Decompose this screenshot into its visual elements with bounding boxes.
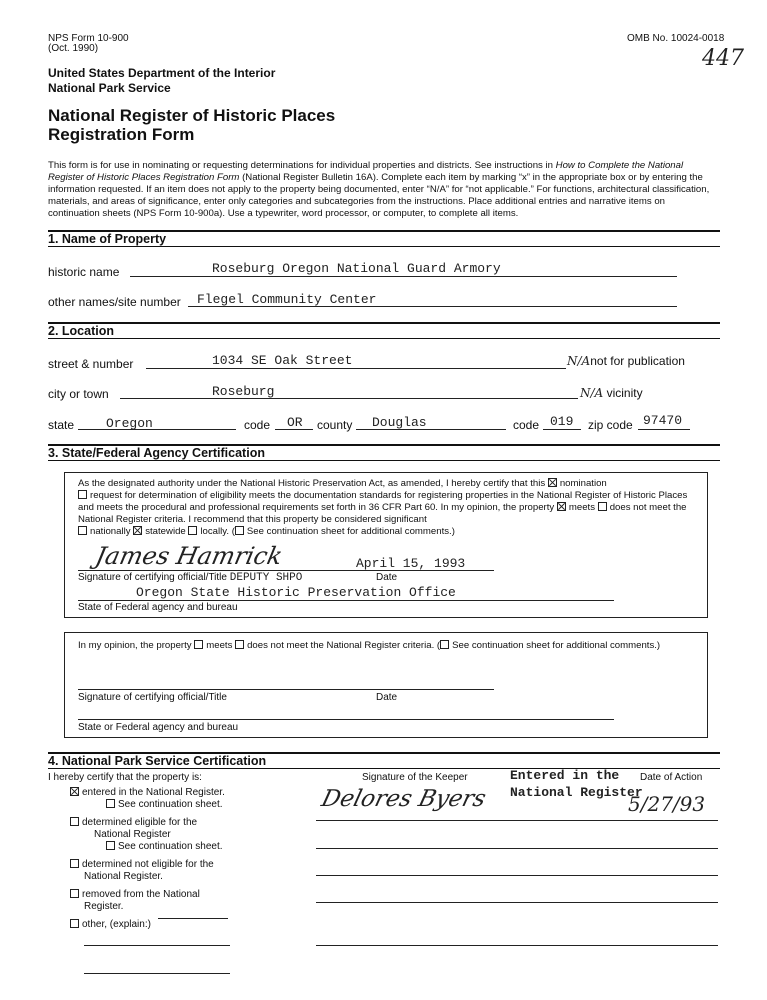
opinion-agency-label: State or Federal agency and bureau: [78, 722, 239, 733]
see-continuation-checkbox[interactable]: [235, 526, 244, 535]
county-label: county: [317, 418, 353, 432]
does-not-meet-checkbox[interactable]: [598, 502, 607, 511]
action-date: 5/27/93: [628, 792, 706, 816]
agency-value[interactable]: Oregon State Historic Preservation Office: [136, 585, 456, 600]
zip-label: zip code: [588, 418, 633, 432]
department: United States Department of the Interior: [48, 66, 276, 80]
form-id: NPS Form 10-900: [48, 33, 129, 44]
entered-checkbox[interactable]: [70, 787, 79, 796]
intro-paragraph: This form is for use in nominating or requesting determinations for individual properties and districts. See instructions in How to Complete the National Register of Historic Places Registration Form (National Register Bulletin 16A). Complete each item by marking “x” in the appropriate box or by entering the information requested. If an item does not apply to the property being documented, enter “N/A” for “not applicable.” For functions, architectural classification, materials, and areas of significance, enter only categories and subcategories from the instructions. Place additional entries and narrative items on continuation sheets (NPS Form 10-900a). Use a typewriter, word processor, or computer, to complete all items.: [48, 160, 710, 219]
omb-number: OMB No. 10024-0018: [627, 33, 725, 44]
certify-statement: I hereby certify that the property is:: [48, 772, 202, 783]
opt2-see-checkbox[interactable]: [106, 841, 115, 850]
service: National Park Service: [48, 81, 171, 95]
form-date: (Oct. 1990): [48, 43, 99, 54]
city-label: city or town: [48, 387, 109, 401]
historic-name-value[interactable]: Roseburg Oregon National Guard Armory: [212, 261, 501, 276]
page-subtitle: Registration Form: [48, 125, 195, 144]
page-title: National Register of Historic Places: [48, 106, 336, 125]
opinion-meets-checkbox[interactable]: [194, 640, 203, 649]
signature-label: Signature of certifying official/Title DEPUTY SHPO: [78, 572, 303, 584]
county-value[interactable]: Douglas: [372, 415, 427, 430]
nps-options: entered in the National Register. See continuation sheet. determined eligible for the National Register See continuation sheet. determined not eligible for the National Register. removed from the National Register. other, (explain:): [70, 787, 225, 931]
meets-checkbox[interactable]: [557, 502, 566, 511]
stamp-line-2: National Register: [510, 785, 643, 800]
opinion-text: In my opinion, the property meets does not meet the National Register criteria. ( See continuation sheet for additional comments.): [78, 640, 661, 651]
nationally-checkbox[interactable]: [78, 526, 87, 535]
signature-date[interactable]: April 15, 1993: [356, 556, 466, 571]
historic-name-label: historic name: [48, 265, 120, 279]
section-4-heading: 4. National Park Service Certification: [48, 754, 267, 768]
opinion-date-label: Date: [376, 692, 398, 703]
removed-checkbox[interactable]: [70, 889, 79, 898]
other-checkbox[interactable]: [70, 919, 79, 928]
locally-checkbox[interactable]: [188, 526, 197, 535]
other-names-label: other names/site number: [48, 295, 181, 309]
not-eligible-checkbox[interactable]: [70, 859, 79, 868]
certification-text: As the designated authority under the National Historic Preservation Act, as amended, I hereby certify that this nomination request for determination of eligibility meets the documentation standards for registering properties in the National Register of Historic Places and meets the procedural and professional requirements set forth in 36 CFR Part 60. In my opinion, the property meets does not meet the National Register criteria. I recommend that this property be considered significant nationally statewide locally. ( See continuation sheet for additional comments.): [78, 478, 688, 537]
date-of-action-label: Date of Action: [640, 772, 703, 783]
statewide-checkbox[interactable]: [133, 526, 142, 535]
zip-value[interactable]: 97470: [643, 413, 683, 428]
other-names-value[interactable]: Flegel Community Center: [197, 292, 377, 307]
state-code-label: code: [244, 418, 271, 432]
section-3-heading: 3. State/Federal Agency Certification: [48, 446, 265, 460]
section-1-heading: 1. Name of Property: [48, 232, 167, 246]
eligible-checkbox[interactable]: [70, 817, 79, 826]
nfp-na: N/A: [567, 354, 591, 368]
handwritten-number: 447: [702, 46, 744, 71]
keeper-signature: Delores Byers: [318, 786, 489, 812]
opinion-see-cont-checkbox[interactable]: [440, 640, 449, 649]
section-2-heading: 2. Location: [48, 324, 114, 338]
county-code-label: code: [513, 418, 540, 432]
city-value[interactable]: Roseburg: [212, 384, 275, 399]
keeper-label: Signature of the Keeper: [362, 772, 468, 783]
stamp-line-1: Entered in the: [510, 768, 620, 783]
vicinity-na: N/A: [580, 386, 604, 400]
agency-label: State of Federal agency and bureau: [78, 602, 238, 613]
state-value[interactable]: Oregon: [106, 416, 153, 431]
opinion-does-not-meet-checkbox[interactable]: [235, 640, 244, 649]
street-value[interactable]: 1034 SE Oak Street: [212, 353, 353, 368]
street-label: street & number: [48, 357, 134, 371]
not-for-publication: N/Anot for publication: [567, 354, 685, 368]
opt1-see-checkbox[interactable]: [106, 799, 115, 808]
state-signature: James Hamrick: [93, 542, 285, 570]
county-code-value[interactable]: 019: [550, 414, 574, 429]
vicinity: N/A vicinity: [580, 386, 643, 400]
state-code-value[interactable]: OR: [287, 415, 303, 430]
request-checkbox[interactable]: [78, 490, 87, 499]
opinion-signature-label: Signature of certifying official/Title: [78, 692, 227, 703]
nomination-checkbox[interactable]: [548, 478, 557, 487]
date-label: Date: [376, 572, 398, 583]
state-label: state: [48, 418, 75, 432]
